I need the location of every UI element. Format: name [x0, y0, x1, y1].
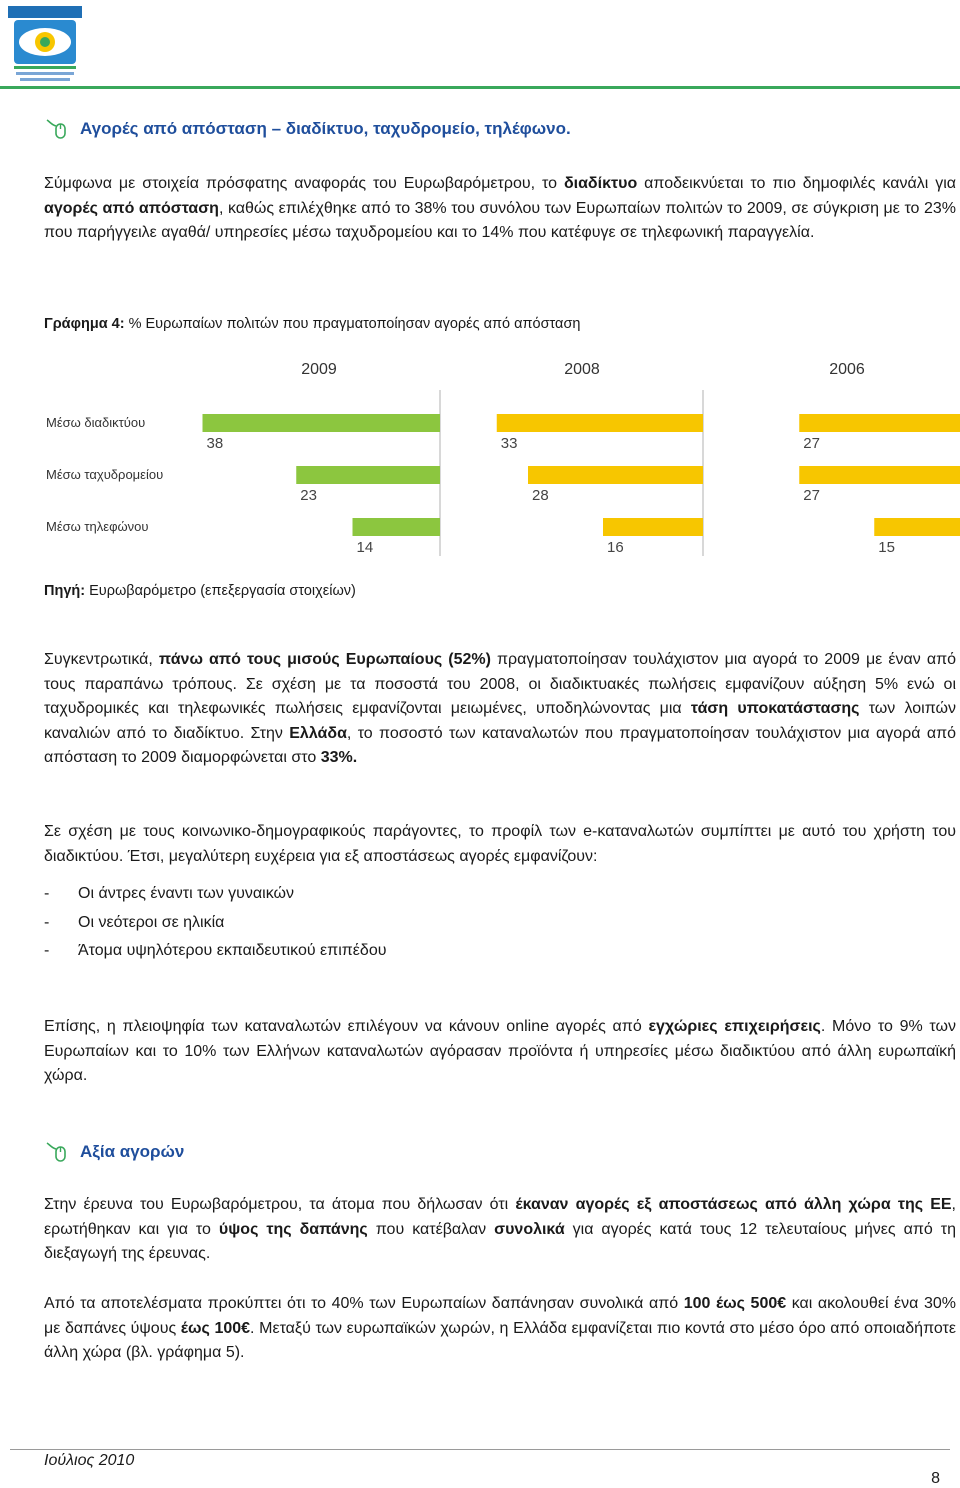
footer-rule — [10, 1449, 950, 1450]
series-label: 2009 — [301, 361, 337, 378]
category-label: Μέσω ταχυδρομείου — [46, 467, 164, 482]
intro-paragraph: Σύμφωνα με στοιχεία πρόσφατης αναφοράς του Ευρωβαρόμετρου, το διαδίκτυο αποδεικνύεται το πιο δημοφιλές κανάλι για αγορές από απόσταση, καθώς επιλέχθηκε από το 38% του συνόλου των Ευρωπαίων πολιτών το 2009, σε σύγκριση με το 23% που παρήγγειλε αγαθά/ υπηρεσίες μέσω ταχυδρομείου και το 14% που κατέφυγε σε τηλεφωνική παραγγελία. — [44, 175, 957, 241]
section-heading-remote — [44, 117, 571, 141]
data-label: 27 — [803, 435, 820, 452]
bar — [603, 518, 703, 536]
logo-emblem — [8, 6, 82, 84]
bar-chart — [40, 352, 960, 562]
page-number: 8 — [931, 1470, 940, 1487]
series-label: 2006 — [829, 361, 865, 378]
header-rule — [0, 86, 960, 89]
bar — [528, 466, 703, 484]
survey-paragraph: Στην έρευνα του Ευρωβαρόμετρου, τα άτομα που δήλωσαν ότι έκαναν αγορές εξ αποστάσεως από άλλη χώρα της ΕΕ, ερωτήθηκαν και για το ύψος της δαπάνης που κατέβαλαν συνολικά για αγορές κατά τους 12 τελευταίους μήνες από τη διεξαγωγή της έρευνας. — [44, 1196, 957, 1262]
bar — [497, 414, 703, 432]
bar — [296, 466, 440, 484]
data-label: 27 — [803, 487, 820, 504]
data-label: 33 — [500, 435, 518, 452]
data-label: 38 — [206, 435, 224, 452]
mouse-icon — [44, 1140, 68, 1164]
section-heading-remote-text: Αγορές από απόσταση – διαδίκτυο, ταχυδρομείο, τηλέφωνο. — [80, 119, 571, 138]
list-item: - Οι νεότεροι σε ηλικία — [44, 913, 225, 931]
bar — [799, 466, 960, 484]
figure-source: Πηγή: Ευρωβαρόμετρο (επεξεργασία στοιχείων) — [44, 583, 356, 599]
summary-paragraph: Συγκεντρωτικά, πάνω από τους μισούς Ευρωπαίους (52%) πραγματοποίησαν τουλάχιστον μια αγορά το 2009 με έναν από τους παραπάνω τρόπους. Σε σχέση με τα ποσοστά του 2008, οι διαδικτυακές πωλήσεις εμφανίζουν αύξηση 5% ενώ οι ταχυδρομικές και τηλεφωνικές πωλήσεις εμφανίζονται μειωμένες, υποδηλώνοντας μια τάση υποκατάστασης των λοιπών καναλιών από το διαδίκτυο. Στην Ελλάδα, το ποσοστό των καταναλωτών που πραγματοποίησαν τουλάχιστον μια αγορά από απόσταση το 2009 διαμορφώνεται στο 33%. — [44, 651, 957, 766]
list-item: - Άτομα υψηλότερου εκπαιδευτικού επιπέδου — [44, 942, 387, 959]
local-paragraph: Επίσης, η πλειοψηφία των καταναλωτών επιλέγουν να κάνουν online αγορές από εγχώριες επιχειρήσεις. Μόνο το 9% των Ευρωπαίων και το 10% των Ελλήνων καταναλωτών αγόρασαν προϊόντα ή υπηρεσίες μέσω διαδικτύου από άλλη ευρωπαϊκή χώρα. — [44, 1018, 957, 1084]
list-item: - Οι άντρες έναντι των γυναικών — [44, 885, 294, 902]
profile-list — [44, 880, 386, 966]
profile-paragraph: Σε σχέση με τους κοινωνικο-δημογραφικούς παράγοντες, το προφίλ των e-καταναλωτών συμπίπτει με αυτό του χρήστη του διαδικτύου. Έτσι, μεγαλύτερη ευχέρεια για εξ αποστάσεως αγορές εμφανίζουν: — [44, 823, 956, 865]
data-label: 15 — [878, 539, 895, 556]
results-paragraph: Από τα αποτελέσματα προκύπτει ότι το 40% των Ευρωπαίων δαπάνησαν συνολικά από 100 έως 500€ και ακολουθεί ένα 30% με δαπάνες ύψους έως 100€. Μεταξύ των ευρωπαϊκών χωρών, η Ελλάδα εμφανίζεται πιο κοντά στο μέσο όρο από οποιαδήποτε άλλη χώρα (βλ. γράφημα 5). — [44, 1295, 957, 1361]
series-label: 2008 — [564, 361, 600, 378]
figure-caption: Γράφημα 4: % Ευρωπαίων πολιτών που πραγματοποίησαν αγορές από απόσταση — [44, 316, 581, 332]
bar — [203, 414, 441, 432]
data-label: 16 — [607, 539, 624, 556]
bar — [799, 414, 960, 432]
bar — [353, 518, 441, 536]
bar — [874, 518, 960, 536]
footer-date: Ιούλιος 2010 — [44, 1452, 135, 1469]
data-label: 28 — [532, 487, 549, 504]
section-heading-value-text: Αξία αγορών — [80, 1142, 185, 1161]
mouse-icon — [44, 117, 68, 141]
category-label: Μέσω διαδικτύου — [46, 415, 146, 430]
category-label: Μέσω τηλεφώνου — [46, 519, 149, 534]
section-heading-value — [44, 1140, 184, 1164]
data-label: 14 — [356, 539, 374, 556]
data-label: 23 — [300, 487, 317, 504]
